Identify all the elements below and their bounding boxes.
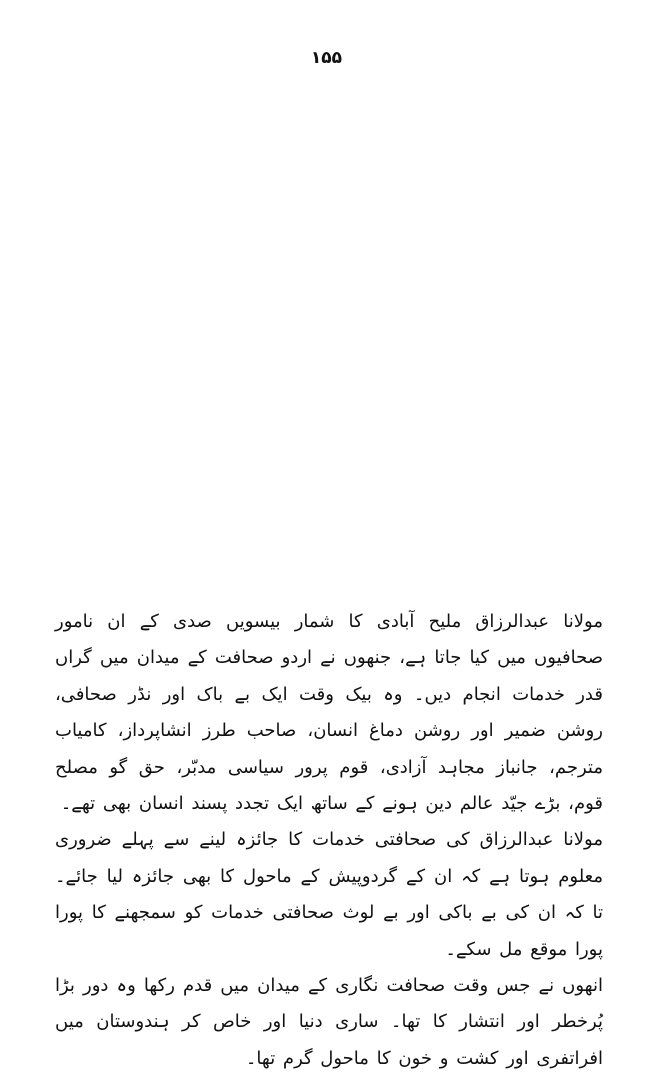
paragraph-3: انھوں نے جس وقت صحافت نگاری کے میدان میں قدم رکھا وہ دور بڑا پُرخطر اور انتشار کا تھا۔ ساری دنیا اور خاص کر ہندوستان میں افراتفری اور کشت و خون کا ماحول گرم تھا۔ xyxy=(55,975,603,1069)
page-number: ۱۵۵ xyxy=(310,48,343,68)
body-text xyxy=(55,604,603,1077)
paragraph-1: مولانا عبدالرزاق ملیح آبادی کا شمار بیسویں صدی کے ان نامور صحافیوں میں کیا جاتا ہے، جنھوں نے اردو صحافت کے میدان میں گراں قدر خدمات انجام دیں۔ وہ بیک وقت ایک بے باک اور نڈر صحافی، روشن ضمیر اور روشن دماغ انسان، صاحب طرز انشاپرداز، کامیاب مترجم، جانباز مجاہد آزادی، قوم پرور سیاسی مدبّر، حق گو مصلح قوم، بڑے جیّد عالم دین ہونے کے ساتھ ایک تجدد پسند انسان بھی تھے۔ xyxy=(55,611,603,815)
paragraph-2: مولانا عبدالرزاق کی صحافتی خدمات کا جائزہ لینے سے پہلے ضروری معلوم ہوتا ہے کہ ان کے گردوپیش کے ماحول کا بھی جائزہ لیا جائے۔ تا کہ ان کی بے باکی اور بے لوث صحافتی خدمات کو سمجھنے کا پورا پورا موقع مل سکے۔ xyxy=(55,829,603,960)
